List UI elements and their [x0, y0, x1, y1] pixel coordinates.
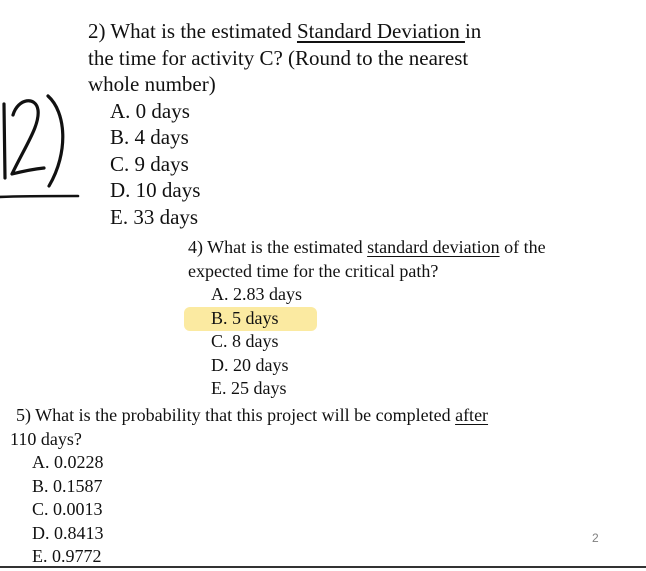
- question-2-stem-line-3: whole number): [88, 72, 216, 96]
- question-5-option-a: A. 0.0228: [32, 452, 104, 472]
- question-4-option-c: C. 8 days: [211, 331, 279, 351]
- question-2-stem-text: 2) What is the estimated: [88, 19, 297, 43]
- question-4-option-e: E. 25 days: [211, 378, 287, 398]
- question-5-option-b: B. 0.1587: [32, 475, 103, 496]
- question-5-option-c: C. 0.0013: [32, 499, 103, 519]
- bottom-divider: [0, 566, 646, 568]
- question-4-underlined-term: standard deviation: [367, 237, 500, 257]
- question-2-option-b: B. 4 days: [110, 125, 189, 149]
- question-2-stem-line-1: [88, 18, 481, 45]
- question-2-option-d: D. 10 days: [110, 178, 201, 202]
- question-2-option-c: C. 9 days: [110, 151, 189, 176]
- question-2-stem-line-2: the time for activity C? (Round to the nearest: [88, 45, 469, 70]
- question-2-stem-text-end: in: [464, 19, 482, 43]
- question-5-stem-line-1: [10, 404, 488, 428]
- page-number: 2: [592, 531, 599, 545]
- question-4-stem-text-end: of the: [499, 237, 546, 257]
- handwritten-question-number: [0, 90, 82, 202]
- question-2-underlined-term: Standard Deviation: [296, 19, 465, 43]
- question-2-option-a: A. 0 days: [110, 98, 190, 123]
- question-5: [10, 404, 488, 569]
- question-4-stem-line-2: expected time for the critical path?: [188, 260, 439, 281]
- question-4-option-b: B. 5 days: [211, 307, 279, 328]
- question-5-stem-line-2: 110 days?: [10, 428, 82, 449]
- question-2: [88, 18, 481, 230]
- question-4: [188, 236, 546, 401]
- question-2-option-e: E. 33 days: [110, 204, 199, 229]
- question-4-option-d: D. 20 days: [211, 354, 289, 375]
- question-4-option-a: A. 2.83 days: [211, 284, 302, 304]
- question-5-option-e: E. 0.9772: [32, 546, 102, 566]
- question-5-option-d: D. 0.8413: [32, 522, 104, 543]
- question-5-stem-text: 5) What is the probability that this project will be completed: [16, 405, 456, 425]
- question-5-underlined-term: after: [455, 405, 489, 425]
- question-4-stem-text: 4) What is the estimated: [188, 237, 368, 257]
- question-4-stem-line-1: [188, 236, 546, 260]
